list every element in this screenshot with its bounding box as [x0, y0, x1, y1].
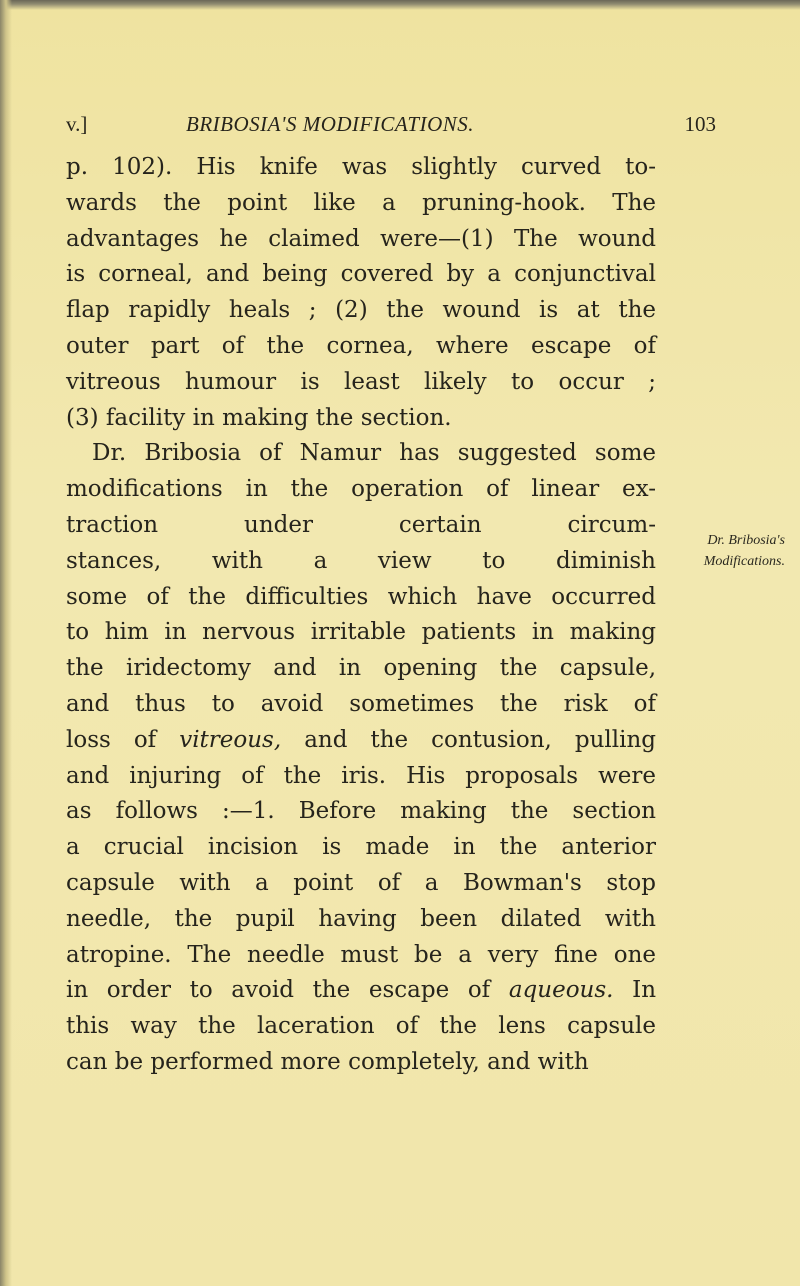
text-line: outer part of the cornea, where escape of	[66, 332, 656, 359]
text-line: wards the point like a pruning-hook. The	[66, 189, 656, 216]
running-header	[66, 108, 716, 140]
margin-note	[670, 530, 785, 572]
text-line: to him in nervous irritable patients in making	[66, 619, 656, 646]
text-line: needle, the pupil having been dilated with	[66, 905, 656, 932]
margin-note-line: Modifications.	[703, 554, 785, 569]
page-top-edge	[0, 0, 800, 10]
text-line: advantages he claimed were—(1) The wound	[66, 225, 656, 252]
margin-note-line: Dr. Bribosia's	[707, 533, 785, 548]
page-number: 103	[684, 112, 716, 136]
text-line: atropine. The needle must be a very fine one	[66, 941, 656, 968]
text-segment: in order to avoid the escape of	[66, 977, 491, 1004]
text-line: Dr. Bribosia of Namur has suggested some	[92, 440, 656, 467]
text-line: vitreous humour is least likely to occur ;	[66, 368, 656, 395]
text-line: p. 102). His knife was slightly curved to-	[66, 154, 656, 180]
text-line: as follows :—1. Before making the section	[66, 798, 656, 825]
text-line: some of the difficulties which have occurred	[66, 583, 656, 610]
text-line: traction under certain circum-	[66, 511, 656, 538]
italic-term: vitreous,	[179, 726, 282, 753]
text-line: and thus to avoid sometimes the risk of	[66, 690, 656, 717]
text-line: flap rapidly heals ; (2) the wound is at the	[66, 297, 656, 324]
text-line: and injuring of the iris. His proposals were	[66, 762, 656, 789]
text-line: can be performed more completely, and with	[66, 1048, 589, 1075]
page-left-edge	[0, 0, 12, 1286]
text-line: modifications in the operation of linear ex-	[66, 476, 656, 503]
text-line: the iridectomy and in opening the capsule,	[66, 655, 656, 682]
text-line: capsule with a point of a Bowman's stop	[66, 869, 656, 896]
body-text	[66, 150, 656, 1081]
running-title: BRIBOSIA'S MODIFICATIONS.	[186, 112, 474, 136]
text-line: this way the laceration of the lens capsule	[66, 1013, 656, 1040]
text-segment: loss of	[66, 726, 157, 753]
text-line	[66, 723, 656, 759]
text-segment: In	[632, 977, 657, 1004]
chapter-mark: v.]	[66, 112, 88, 136]
text-segment: and the contusion, pulling	[304, 726, 657, 753]
text-line: stances, with a view to diminish	[66, 547, 656, 574]
text-line: (3) facility in making the section.	[66, 404, 452, 431]
text-line	[66, 973, 656, 1009]
italic-term: aqueous.	[508, 977, 614, 1004]
text-line: a crucial incision is made in the anterior	[66, 834, 656, 861]
text-line: is corneal, and being covered by a conjunctival	[66, 261, 656, 288]
